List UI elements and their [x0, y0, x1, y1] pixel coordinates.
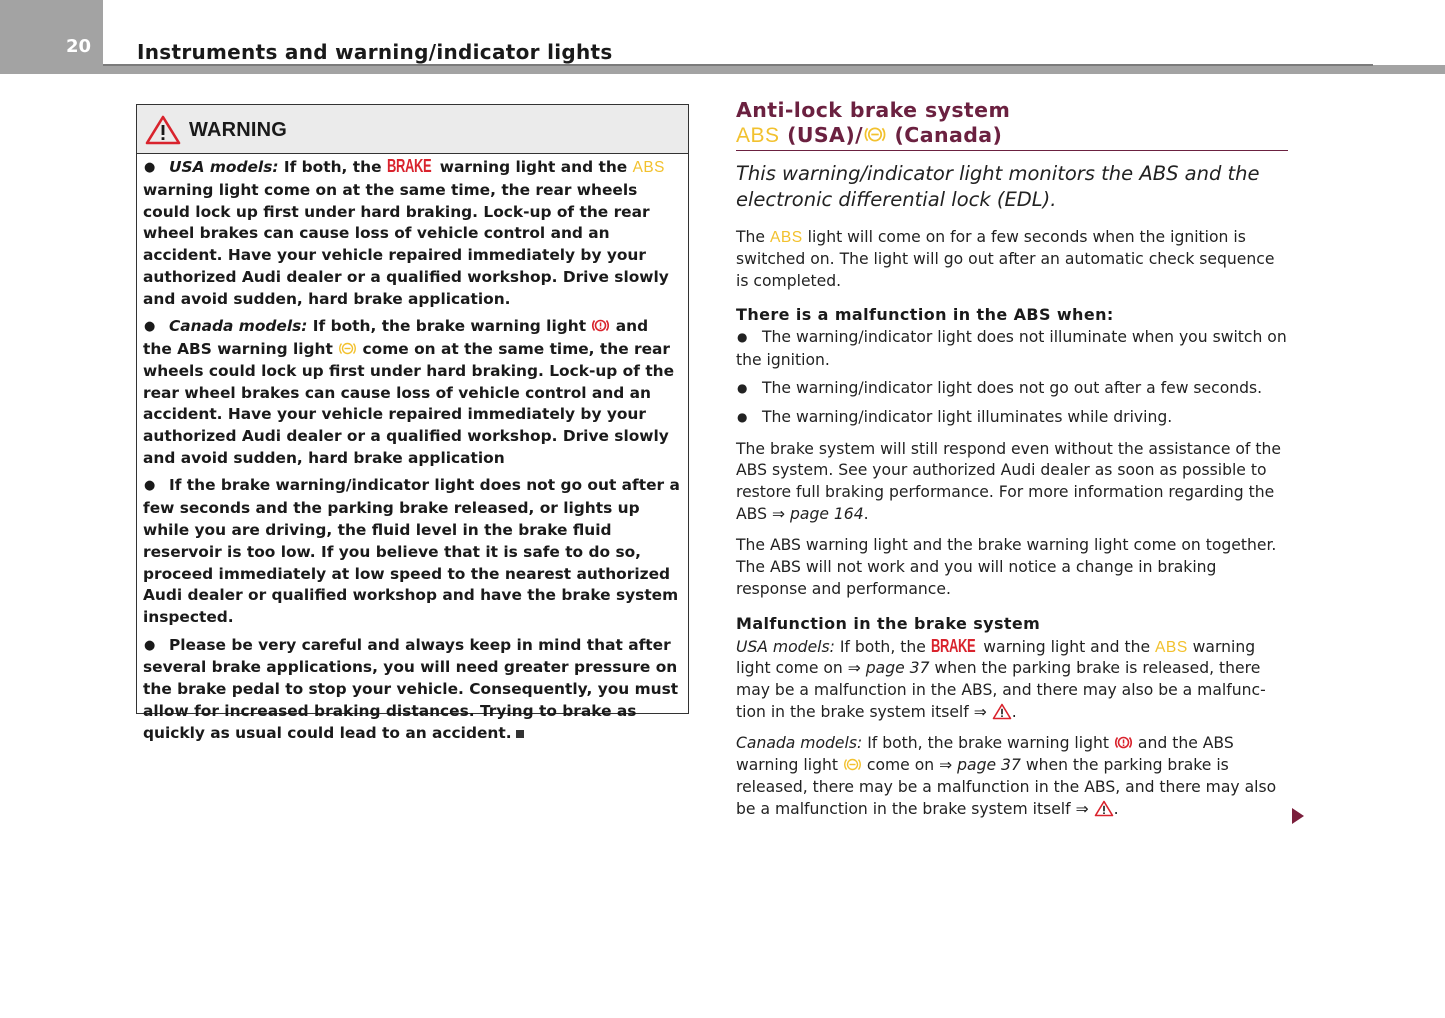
- warning-item-usa: [143, 156, 680, 311]
- end-of-section-icon: [516, 730, 524, 738]
- abs-section: [736, 98, 1288, 821]
- canada-label: (Canada): [886, 123, 1003, 147]
- page-header: [0, 0, 1445, 74]
- warning-item-pressure: [143, 635, 680, 745]
- warning-item-text: warning light and the: [434, 158, 633, 176]
- paragraph-text: come on ⇒: [861, 756, 958, 775]
- abs-word-icon: ABS: [632, 159, 665, 176]
- page-reference-link[interactable]: page 37: [957, 756, 1021, 775]
- warning-header: [137, 105, 688, 154]
- warning-item-lead: Canada models:: [169, 317, 308, 336]
- intro-text: light will come on for a few seconds when the ignition is switched on. The light will go out after an automatic check sequence is completed.: [736, 228, 1275, 290]
- abs-circle-icon: [843, 756, 862, 773]
- abs-circle-icon: [863, 124, 887, 145]
- bullet: [736, 378, 762, 401]
- paragraph-text: .: [1113, 799, 1119, 818]
- abs-word-icon: ABS: [1155, 638, 1188, 656]
- list-item: [736, 378, 1288, 401]
- section-intro: [736, 227, 1288, 292]
- warning-item-canada: [143, 316, 680, 470]
- warning-title: WARNING: [189, 119, 288, 141]
- paragraph-text: warning light come on ⇒: [736, 637, 1256, 678]
- intro-text: The: [736, 228, 770, 246]
- list-item: [736, 327, 1288, 372]
- warning-triangle-icon: [145, 115, 181, 145]
- bullet: [143, 316, 169, 339]
- paragraph-text: when the parking brake is released, there may be a malfunction in the ABS, and there may also be a malfunc-tion in the brake system itself ⇒: [736, 659, 1266, 722]
- bullet: [736, 407, 762, 430]
- section-lead: This warning/indicator light monitors the ABS and the electronic differential lock (EDL).: [736, 162, 1260, 211]
- warning-item-text: If both, the: [278, 158, 387, 176]
- canada-models-lead: Canada models:: [736, 734, 863, 753]
- section-rule: [736, 150, 1288, 151]
- warning-item-lead: USA models:: [169, 158, 279, 176]
- warning-triangle-icon[interactable]: [992, 703, 1012, 720]
- warning-item-text: warning light come on at the same time, the rear wheels could lock up first under hard braking. Lock-up of the rear wheel brakes can cause loss of vehicle control and an accident. Have your vehicle repaired immediately by your authorized Audi dealer or a qualified workshop. Drive slowly and avoid sudden, hard brake application.: [143, 180, 669, 308]
- warning-item-text: come on at the same time, the rear wheels could lock up first under hard braking. Lock-up of the rear wheel brakes can cause loss of vehicle control and an accident. Have your vehicle repaired immediately by your authorized Audi dealer or a qualified workshop. Drive slowly and avoid sudden, hard brake application: [143, 339, 675, 467]
- malfunction-list: [736, 327, 1288, 429]
- header-rule-dark: [103, 64, 1373, 66]
- page-number: 20: [66, 36, 92, 57]
- list-item-text: The warning/indicator light does not illuminate when you switch on the ignition.: [736, 328, 1287, 370]
- warning-item-text: If both, the brake warning light: [307, 317, 592, 336]
- canada-models-paragraph: [736, 733, 1288, 820]
- page-number-tab: [0, 0, 103, 74]
- page-reference-link[interactable]: page 37: [865, 659, 930, 678]
- malfunction-heading: There is a malfunction in the ABS when:: [736, 305, 1114, 325]
- brake-word-icon: BRAKE: [930, 635, 976, 656]
- paragraph-text: and the ABS warning light: [736, 734, 1234, 775]
- page-reference-link[interactable]: page 164: [789, 504, 864, 523]
- paragraph-text: The brake system will still respond even without the assistance of the ABS system. See your authorized Audi dealer as soon as possible to restore full braking performance. For more information regarding the ABS ⇒: [736, 439, 1281, 523]
- header-rule: [103, 65, 1445, 74]
- brake-system-heading: Malfunction in the brake system: [736, 613, 1041, 633]
- warning-box: [136, 104, 689, 742]
- usa-models-lead: USA models:: [736, 637, 835, 656]
- usa-models-paragraph: [736, 636, 1288, 724]
- warning-triangle-icon[interactable]: [1094, 800, 1114, 817]
- section-title-line2: [736, 123, 1288, 148]
- warning-item-text: and the ABS warning light: [143, 317, 649, 358]
- warning-item-text: If the brake warning/indicator light does not go out after a few seconds and the parking brake released, or lights up while you are driving, the fluid level in the brake fluid reservoir is too low. If you believe that it is safe to do so, proceed immediately at low speed to the nearest authorized Audi dealer or qualified workshop and have the brake system inspected.: [143, 476, 680, 627]
- abs-circle-icon: [338, 340, 357, 357]
- brake-circle-icon: [1114, 734, 1133, 751]
- bullet: [143, 157, 169, 180]
- next-page-arrow-icon[interactable]: [1292, 808, 1304, 824]
- abs-assist-paragraph: [736, 439, 1288, 526]
- paragraph-text: when the parking brake is released, there may be a malfunction in the ABS, and there may also be a malfunction in the brake system itself ⇒: [736, 756, 1277, 818]
- warning-item-text: Please be very careful and always keep in mind that after several brake applications, you will need greater pressure on the brake pedal to stop your vehicle. Consequently, you must allow for increased braking distances. Trying to brake as quickly as usual could lead to an accident.: [143, 635, 679, 742]
- list-item: [736, 407, 1288, 430]
- brake-circle-icon: [591, 317, 610, 334]
- section-title-line1: Anti-lock brake system: [736, 98, 1011, 122]
- paragraph-text: .: [863, 504, 869, 523]
- brake-word-icon: BRAKE: [386, 156, 432, 176]
- bullet: [143, 635, 169, 658]
- list-item-text: The warning/indicator light does not go out after a few seconds.: [762, 378, 1263, 397]
- warning-body: [137, 154, 688, 745]
- usa-label: (USA)/: [779, 123, 863, 147]
- abs-word-icon: ABS: [769, 229, 803, 246]
- warning-item-fluid: [143, 475, 680, 629]
- bullet: [143, 475, 169, 498]
- chapter-title: Instruments and warning/indicator lights: [137, 40, 613, 64]
- section-title: [736, 98, 1288, 148]
- paragraph-text: .: [1011, 703, 1017, 722]
- abs-brake-paragraph: The ABS warning light and the brake warning light come on together. The ABS will not work and you will notice a change in braking response and performance.: [736, 536, 1277, 598]
- paragraph-text: If both, the: [834, 637, 931, 656]
- paragraph-text: warning light and the: [978, 637, 1156, 656]
- paragraph-text: If both, the brake warning light: [862, 734, 1114, 753]
- list-item-text: The warning/indicator light illuminates while driving.: [762, 407, 1173, 426]
- abs-word-icon: ABS: [736, 124, 780, 147]
- bullet: [736, 327, 762, 350]
